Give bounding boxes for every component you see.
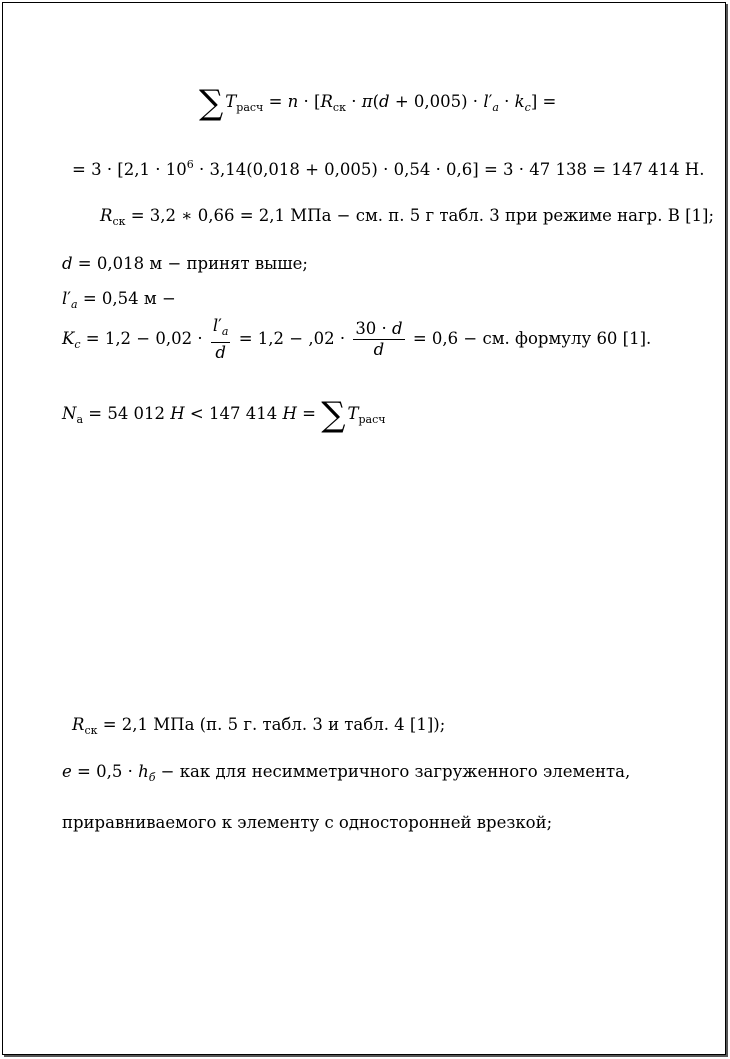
equation-r-sk-2: $R_{ск} = 2,1$ МПа (п. 5 г. табл. 3 и табл. 4 [1]); [72, 715, 446, 737]
equation-numeric: = $3 \cdot [2,1 \cdot 10^6 \cdot 3,14(0,018 + 0,005) \cdot 0,54 \cdot 0,6] = 3 \cdot 47$ 138 = 147 414 Н. [72, 158, 705, 179]
text-last-line: приравниваемого к элементу с односторонней врезкой; [62, 813, 553, 832]
sum-symbol: ∑ [199, 83, 224, 123]
equation-l-a: $l'_a = 0,54$ м − [62, 289, 176, 311]
equation-r-sk: $R_{ск} = 3,2$ ∗ 0,66 = 2,1 МПа − см. п. 5 г табл. 3 при режиме нагр. В [1]; [100, 206, 714, 228]
equation-n-a: $N_а = 54$ 012 Н < 147 414 Н = ∑ $T_{расч}$ [62, 395, 386, 435]
sum-symbol: ∑ [321, 395, 346, 435]
fraction-la-over-d: $\frac{l'_a}{d}$ [212, 316, 229, 362]
equation-sum-t: ∑ $T_{расч} = n \cdot [R_{ск} \cdot \pi(d + 0,005) \cdot l'_a \cdot k_c]$ = [199, 83, 557, 123]
fraction-30d-over-d: $\frac{30 \cdot d}{d}$ [355, 319, 403, 359]
equation-k-c: $K_c = 1,2 - 0,02$ · $\frac{l'_a}{d}$ = 1,2 − ,02 · $\frac{30 \cdot d}{d}$ = 0,6 − см. формулу 60 [1]. [62, 316, 652, 362]
equation-d: d = 0,018 м − принят выше; [62, 254, 308, 273]
equation-e: $e = 0,5 \cdot h_б$ − как для несимметричного загруженного элемента, [62, 762, 631, 784]
